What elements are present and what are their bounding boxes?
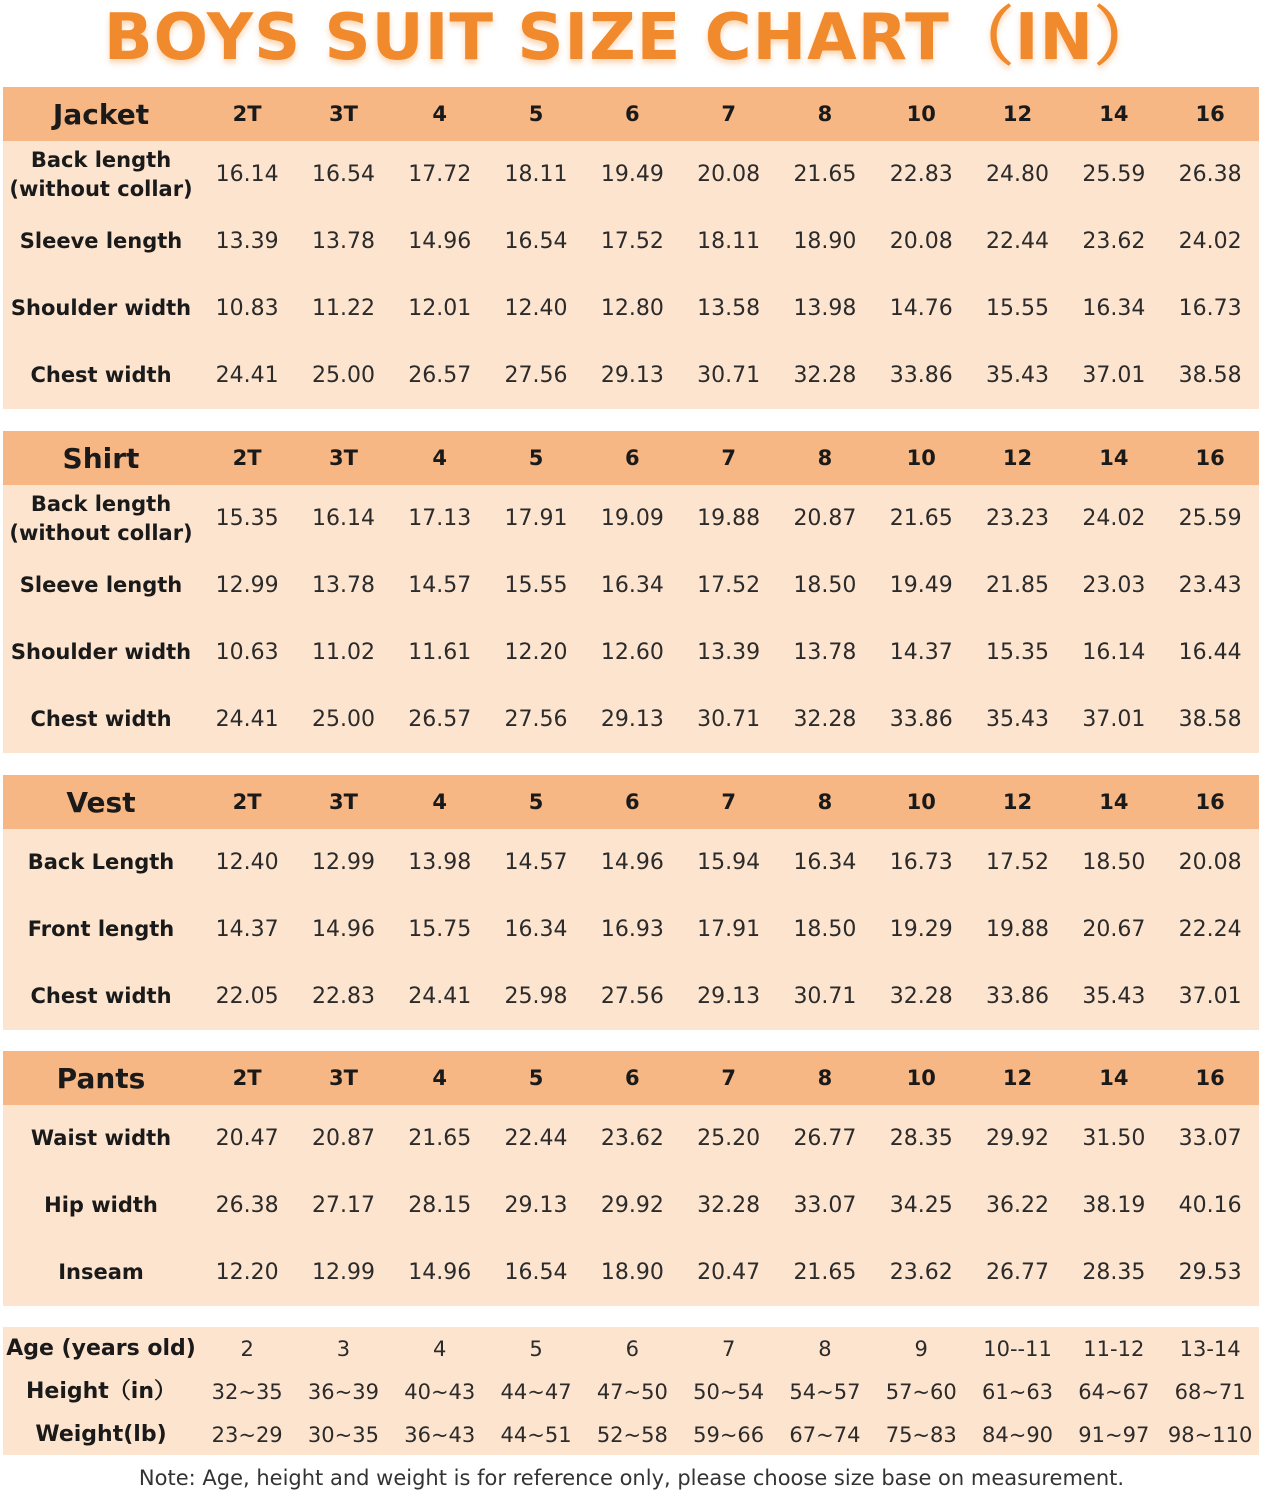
- measurement-value: 17.72: [408, 162, 472, 187]
- measurement-value: 13.98: [408, 850, 472, 875]
- measurement-label: Front length: [27, 917, 175, 941]
- measurement-value: 35.43: [986, 707, 1050, 732]
- measurement-value: 20.67: [1082, 917, 1146, 942]
- size-header: 2T: [232, 790, 262, 814]
- measurement-row: [3, 485, 1259, 552]
- size-header: 14: [1099, 790, 1129, 814]
- measurement-value: 20.47: [697, 1260, 761, 1285]
- size-header: 14: [1099, 102, 1129, 126]
- measurement-label: Back length (without collar): [9, 147, 193, 201]
- reference-value: 61~63: [982, 1379, 1054, 1404]
- reference-value: 84~90: [982, 1422, 1054, 1447]
- reference-value: 59~66: [693, 1422, 765, 1447]
- measurement-value: 12.20: [504, 640, 568, 665]
- size-header: 4: [432, 790, 448, 814]
- measurement-value: 21.65: [793, 1260, 857, 1285]
- measurement-value: 15.94: [697, 850, 761, 875]
- measurement-value: 25.98: [504, 984, 568, 1009]
- measurement-value: 12.01: [408, 296, 472, 321]
- measurement-label: Back length (without collar): [9, 491, 193, 545]
- measurement-row: [3, 1105, 1259, 1172]
- measurement-label: Hip width: [44, 1193, 158, 1217]
- footnote: Note: Age, height and weight is for reference only, please choose size base on measurement.: [138, 1466, 1125, 1490]
- measurement-value: 14.76: [889, 296, 953, 321]
- size-header: 14: [1099, 446, 1129, 470]
- measurement-value: 29.53: [1178, 1260, 1242, 1285]
- reference-value: 3: [336, 1336, 351, 1361]
- measurement-label: Chest width: [30, 707, 172, 731]
- measurement-value: 24.41: [215, 707, 279, 732]
- measurement-value: 16.34: [600, 573, 664, 598]
- measurement-value: 29.13: [504, 1193, 568, 1218]
- measurement-value: 30.71: [697, 363, 761, 388]
- measurement-value: 26.57: [408, 707, 472, 732]
- reference-value: 36~39: [307, 1379, 379, 1404]
- section-title: Vest: [66, 785, 136, 819]
- measurement-value: 27.56: [504, 707, 568, 732]
- section-header: [3, 1051, 1259, 1105]
- measurement-value: 17.52: [600, 229, 664, 254]
- reference-value: 44~47: [500, 1379, 572, 1404]
- measurement-row: [3, 141, 1259, 208]
- reference-value: 67~74: [789, 1422, 861, 1447]
- measurement-value: 17.91: [697, 917, 761, 942]
- reference-value: 4: [433, 1336, 447, 1361]
- reference-value: 57~60: [885, 1379, 957, 1404]
- measurement-label: Chest width: [30, 984, 172, 1008]
- reference-row: [3, 1413, 1259, 1456]
- size-header: 12: [1002, 102, 1033, 126]
- measurement-value: 33.86: [889, 363, 953, 388]
- measurement-value: 22.05: [215, 984, 279, 1009]
- measurement-value: 12.99: [311, 1260, 375, 1285]
- chart-title: BOYS SUIT SIZE CHART（IN）: [103, 1, 1160, 75]
- size-header: 10: [906, 790, 936, 814]
- measurement-value: 13.78: [311, 573, 375, 598]
- measurement-value: 12.80: [600, 296, 664, 321]
- measurement-value: 24.02: [1178, 229, 1242, 254]
- measurement-value: 28.15: [408, 1193, 472, 1218]
- measurement-value: 16.34: [1082, 296, 1146, 321]
- measurement-value: 26.38: [1178, 162, 1242, 187]
- size-header: 14: [1099, 1066, 1129, 1090]
- measurement-value: 11.61: [408, 640, 472, 665]
- measurement-value: 32.28: [793, 707, 857, 732]
- measurement-value: 13.39: [215, 229, 279, 254]
- measurement-value: 23.43: [1178, 573, 1242, 598]
- measurement-value: 16.14: [1082, 640, 1146, 665]
- measurement-value: 12.40: [215, 850, 279, 875]
- size-header: 6: [625, 446, 640, 470]
- measurement-value: 11.22: [311, 296, 375, 321]
- measurement-value: 14.37: [215, 917, 279, 942]
- measurement-label: Chest width: [30, 363, 172, 387]
- measurement-label: Shoulder width: [10, 296, 192, 320]
- size-header: 7: [721, 790, 736, 814]
- measurement-value: 35.43: [986, 363, 1050, 388]
- measurement-value: 37.01: [1178, 984, 1242, 1009]
- reference-row: [3, 1327, 1259, 1370]
- reference-value: 47~50: [596, 1379, 668, 1404]
- measurement-value: 21.65: [408, 1126, 472, 1151]
- measurement-row: [3, 829, 1259, 896]
- measurement-value: 12.60: [600, 640, 664, 665]
- reference-value: 44~51: [500, 1422, 572, 1447]
- measurement-label: Inseam: [58, 1260, 144, 1284]
- measurement-value: 21.65: [889, 506, 953, 531]
- section-header: [3, 775, 1259, 829]
- reference-value: 32~35: [211, 1379, 283, 1404]
- measurement-value: 18.11: [504, 162, 568, 187]
- measurement-value: 30.71: [697, 707, 761, 732]
- size-header: 16: [1195, 102, 1225, 126]
- measurement-value: 24.80: [986, 162, 1050, 187]
- reference-value: 13-14: [1179, 1336, 1241, 1361]
- size-header: 2T: [232, 102, 262, 126]
- measurement-value: 15.55: [504, 573, 568, 598]
- measurement-value: 36.22: [986, 1193, 1050, 1218]
- size-header: 5: [528, 1066, 544, 1090]
- measurement-value: 23.23: [986, 506, 1050, 531]
- measurement-value: 29.13: [600, 707, 664, 732]
- measurement-value: 16.93: [600, 917, 664, 942]
- measurement-row: [3, 1172, 1259, 1239]
- reference-value: 75~83: [885, 1422, 957, 1447]
- size-header: 12: [1002, 446, 1033, 470]
- measurement-value: 16.54: [504, 229, 568, 254]
- size-header: 8: [817, 790, 833, 814]
- size-header: 12: [1002, 1066, 1033, 1090]
- measurement-value: 15.55: [986, 296, 1050, 321]
- measurement-value: 24.41: [215, 363, 279, 388]
- measurement-value: 25.00: [311, 707, 375, 732]
- measurement-value: 19.88: [697, 506, 761, 531]
- reference-value: 23~29: [211, 1422, 283, 1447]
- size-header: 16: [1195, 790, 1225, 814]
- size-header: 5: [528, 446, 544, 470]
- reference-value: 7: [721, 1336, 736, 1361]
- measurement-value: 29.92: [600, 1193, 664, 1218]
- measurement-value: 26.38: [215, 1193, 279, 1218]
- measurement-row: [3, 275, 1259, 342]
- measurement-value: 38.58: [1178, 707, 1242, 732]
- measurement-value: 14.96: [600, 850, 664, 875]
- reference-value: 10--11: [983, 1336, 1052, 1361]
- measurement-value: 33.86: [889, 707, 953, 732]
- measurement-value: 20.08: [1178, 850, 1242, 875]
- reference-value: 54~57: [789, 1379, 861, 1404]
- reference-table: [3, 1327, 1259, 1455]
- size-header: 3T: [328, 790, 358, 814]
- section-title: Shirt: [62, 441, 140, 475]
- measurement-value: 35.43: [1082, 984, 1146, 1009]
- measurement-value: 24.02: [1082, 506, 1146, 531]
- measurement-row: [3, 1239, 1259, 1306]
- measurement-value: 26.77: [793, 1126, 857, 1151]
- measurement-row: [3, 896, 1259, 963]
- size-header: 7: [721, 102, 736, 126]
- size-header: 2T: [232, 1066, 262, 1090]
- measurement-value: 12.99: [215, 573, 279, 598]
- measurement-row: [3, 686, 1259, 753]
- measurement-value: 12.20: [215, 1260, 279, 1285]
- measurement-value: 29.13: [697, 984, 761, 1009]
- measurement-value: 22.24: [1178, 917, 1242, 942]
- measurement-value: 40.16: [1178, 1193, 1242, 1218]
- size-header: 4: [432, 102, 448, 126]
- size-header: 4: [432, 1066, 448, 1090]
- measurement-value: 30.71: [793, 984, 857, 1009]
- measurement-value: 27.56: [504, 363, 568, 388]
- measurement-row: [3, 619, 1259, 686]
- measurement-value: 12.40: [504, 296, 568, 321]
- reference-value: 5: [529, 1336, 543, 1361]
- measurement-value: 14.96: [408, 1260, 472, 1285]
- size-header: 3T: [328, 446, 358, 470]
- reference-value: 9: [914, 1336, 928, 1361]
- reference-value: 68~71: [1174, 1379, 1246, 1404]
- measurement-value: 16.34: [504, 917, 568, 942]
- section-pants: [3, 1051, 1259, 1306]
- reference-value: 6: [625, 1336, 640, 1361]
- reference-value: 50~54: [693, 1379, 765, 1404]
- reference-value: 36~43: [404, 1422, 476, 1447]
- measurement-label: Sleeve length: [19, 229, 183, 253]
- size-header: 10: [906, 446, 936, 470]
- section-shirt: [3, 431, 1259, 753]
- measurement-value: 16.54: [311, 162, 375, 187]
- measurement-value: 28.35: [889, 1126, 953, 1151]
- measurement-value: 18.50: [793, 917, 857, 942]
- measurement-value: 16.54: [504, 1260, 568, 1285]
- measurement-row: [3, 208, 1259, 275]
- measurement-value: 13.58: [697, 296, 761, 321]
- measurement-value: 13.39: [697, 640, 761, 665]
- measurement-value: 18.90: [600, 1260, 664, 1285]
- measurement-value: 16.73: [1178, 296, 1242, 321]
- measurement-value: 16.14: [215, 162, 279, 187]
- measurement-value: 23.62: [889, 1260, 953, 1285]
- measurement-value: 34.25: [889, 1193, 953, 1218]
- section-title: Pants: [56, 1061, 146, 1095]
- measurement-value: 18.50: [793, 573, 857, 598]
- measurement-value: 33.07: [1178, 1126, 1242, 1151]
- size-header: 6: [625, 790, 640, 814]
- measurement-value: 19.29: [889, 917, 953, 942]
- measurement-value: 15.35: [215, 506, 279, 531]
- size-header: 5: [528, 790, 544, 814]
- measurement-value: 18.90: [793, 229, 857, 254]
- measurement-value: 21.65: [793, 162, 857, 187]
- measurement-value: 16.14: [311, 506, 375, 531]
- measurement-value: 18.11: [697, 229, 761, 254]
- measurement-value: 24.41: [408, 984, 472, 1009]
- measurement-value: 17.91: [504, 506, 568, 531]
- measurement-value: 26.77: [986, 1260, 1050, 1285]
- measurement-value: 15.35: [986, 640, 1050, 665]
- measurement-value: 13.78: [311, 229, 375, 254]
- measurement-value: 22.83: [311, 984, 375, 1009]
- size-header: 3T: [328, 102, 358, 126]
- measurement-label: Shoulder width: [10, 640, 192, 664]
- reference-label: Height（in）: [25, 1379, 176, 1404]
- measurement-value: 13.98: [793, 296, 857, 321]
- size-header: 16: [1195, 1066, 1225, 1090]
- size-header: 8: [817, 446, 833, 470]
- measurement-value: 19.09: [600, 506, 664, 531]
- measurement-value: 22.44: [504, 1126, 568, 1151]
- measurement-value: 16.44: [1178, 640, 1242, 665]
- size-header: 4: [432, 446, 448, 470]
- reference-value: 11-12: [1083, 1336, 1145, 1361]
- measurement-value: 32.28: [889, 984, 953, 1009]
- measurement-value: 19.49: [889, 573, 953, 598]
- measurement-value: 33.07: [793, 1193, 857, 1218]
- measurement-value: 38.19: [1082, 1193, 1146, 1218]
- measurement-value: 22.83: [889, 162, 953, 187]
- measurement-value: 19.88: [986, 917, 1050, 942]
- measurement-value: 20.87: [311, 1126, 375, 1151]
- measurement-value: 26.57: [408, 363, 472, 388]
- measurement-value: 38.58: [1178, 363, 1242, 388]
- measurement-label: Sleeve length: [19, 573, 183, 597]
- reference-value: 30~35: [307, 1422, 379, 1447]
- measurement-value: 17.13: [408, 506, 472, 531]
- measurement-value: 25.59: [1178, 506, 1242, 531]
- measurement-value: 19.49: [600, 162, 664, 187]
- reference-value: 64~67: [1078, 1379, 1150, 1404]
- measurement-value: 14.57: [504, 850, 568, 875]
- measurement-value: 10.83: [215, 296, 279, 321]
- size-header: 3T: [328, 1066, 358, 1090]
- size-header: 16: [1195, 446, 1225, 470]
- measurement-value: 29.92: [986, 1126, 1050, 1151]
- measurement-value: 31.50: [1082, 1126, 1146, 1151]
- reference-value: 2: [240, 1336, 254, 1361]
- size-header: 10: [906, 102, 936, 126]
- size-header: 5: [528, 102, 544, 126]
- measurement-value: 27.56: [600, 984, 664, 1009]
- measurement-value: 14.57: [408, 573, 472, 598]
- measurement-label: Back Length: [27, 850, 175, 874]
- measurement-value: 20.08: [697, 162, 761, 187]
- section-header: [3, 87, 1259, 141]
- size-header: 10: [906, 1066, 936, 1090]
- measurement-value: 18.50: [1082, 850, 1146, 875]
- measurement-value: 32.28: [793, 363, 857, 388]
- measurement-value: 25.59: [1082, 162, 1146, 187]
- reference-value: 8: [818, 1336, 832, 1361]
- measurement-label: Waist width: [30, 1126, 172, 1150]
- reference-value: 40~43: [404, 1379, 476, 1404]
- measurement-value: 37.01: [1082, 707, 1146, 732]
- measurement-value: 12.99: [311, 850, 375, 875]
- measurement-row: [3, 963, 1259, 1030]
- measurement-value: 20.08: [889, 229, 953, 254]
- reference-label: Age (years old): [6, 1336, 196, 1361]
- measurement-value: 27.17: [311, 1193, 375, 1218]
- size-header: 12: [1002, 790, 1033, 814]
- section-header: [3, 431, 1259, 485]
- measurement-value: 13.78: [793, 640, 857, 665]
- section-jacket: [3, 87, 1259, 409]
- measurement-value: 23.62: [600, 1126, 664, 1151]
- reference-value: 91~97: [1078, 1422, 1150, 1447]
- section-title: Jacket: [52, 97, 150, 131]
- measurement-value: 21.85: [986, 573, 1050, 598]
- measurement-row: [3, 552, 1259, 619]
- measurement-value: 17.52: [986, 850, 1050, 875]
- size-header: 7: [721, 1066, 736, 1090]
- reference-value: 98~110: [1167, 1422, 1253, 1447]
- size-header: 2T: [232, 446, 262, 470]
- measurement-value: 25.20: [697, 1126, 761, 1151]
- measurement-value: 11.02: [311, 640, 375, 665]
- measurement-value: 15.75: [408, 917, 472, 942]
- measurement-value: 33.86: [986, 984, 1050, 1009]
- measurement-value: 14.37: [889, 640, 953, 665]
- measurement-value: 14.96: [408, 229, 472, 254]
- measurement-value: 23.03: [1082, 573, 1146, 598]
- measurement-value: 20.47: [215, 1126, 279, 1151]
- measurement-value: 10.63: [215, 640, 279, 665]
- measurement-value: 16.34: [793, 850, 857, 875]
- measurement-value: 28.35: [1082, 1260, 1146, 1285]
- measurement-value: 20.87: [793, 506, 857, 531]
- measurement-value: 37.01: [1082, 363, 1146, 388]
- measurement-value: 17.52: [697, 573, 761, 598]
- reference-label: Weight(lb): [35, 1422, 167, 1447]
- size-header: 8: [817, 102, 833, 126]
- size-header: 8: [817, 1066, 833, 1090]
- measurement-value: 23.62: [1082, 229, 1146, 254]
- size-header: 6: [625, 102, 640, 126]
- measurement-value: 32.28: [697, 1193, 761, 1218]
- measurement-value: 14.96: [311, 917, 375, 942]
- measurement-value: 16.73: [889, 850, 953, 875]
- measurement-value: 29.13: [600, 363, 664, 388]
- size-header: 6: [625, 1066, 640, 1090]
- section-vest: [3, 775, 1259, 1030]
- measurement-value: 22.44: [986, 229, 1050, 254]
- measurement-row: [3, 342, 1259, 409]
- size-header: 7: [721, 446, 736, 470]
- measurement-value: 25.00: [311, 363, 375, 388]
- reference-row: [3, 1370, 1259, 1413]
- reference-value: 52~58: [596, 1422, 668, 1447]
